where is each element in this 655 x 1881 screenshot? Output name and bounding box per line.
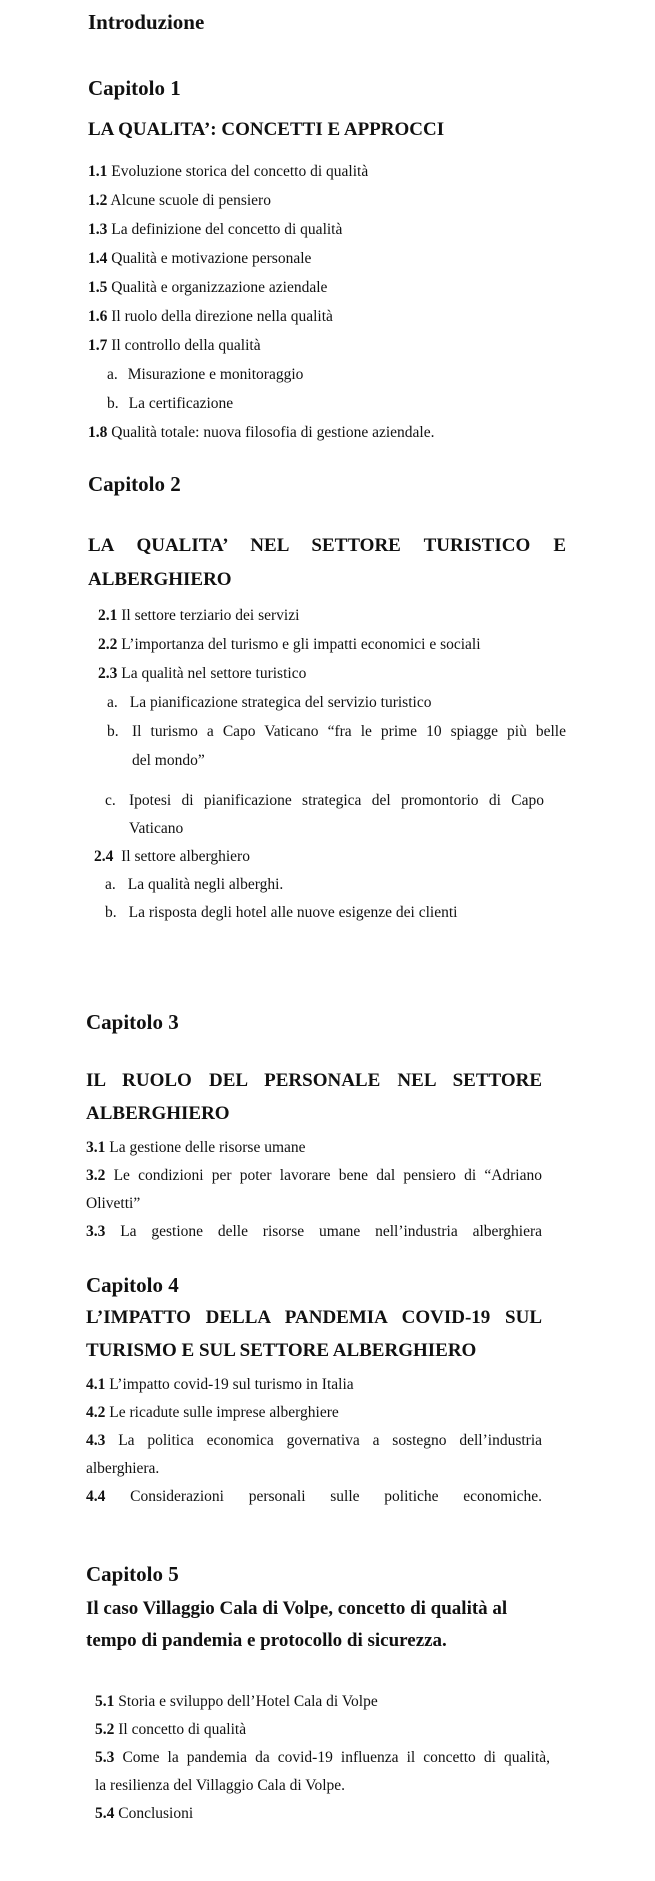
toc-item-3-2[interactable] bbox=[86, 1167, 542, 1185]
chapter-2-title-line-2: ALBERGHIERO bbox=[88, 569, 232, 590]
chapter-4-title-line-1: L’IMPATTO DELLA PANDEMIA COVID-19 SUL bbox=[86, 1307, 542, 1328]
toc-subitem-2-4-b[interactable] bbox=[105, 904, 457, 922]
toc-subitem-1-7-a[interactable] bbox=[107, 366, 303, 384]
toc-item-5-3[interactable] bbox=[95, 1749, 550, 1767]
toc-item-5-4[interactable] bbox=[95, 1805, 193, 1823]
toc-num: 1.3 bbox=[88, 221, 108, 238]
toc-letter: a. bbox=[107, 694, 118, 711]
intro-heading: Introduzione bbox=[88, 10, 205, 34]
toc-num: 4.1 bbox=[86, 1376, 106, 1393]
toc-subitem-2-3-b-cont: del mondo” bbox=[132, 752, 205, 769]
toc-num: 2.2 bbox=[98, 636, 118, 653]
chapter-4-title-line-2: TURISMO E SUL SETTORE ALBERGHIERO bbox=[86, 1340, 477, 1361]
toc-subitem-2-3-c-cont: Vaticano bbox=[129, 820, 184, 837]
toc-item-4-1[interactable] bbox=[86, 1376, 354, 1394]
toc-letter: a. bbox=[107, 366, 118, 383]
chapter-2-title-line-1: LA QUALITA’ NEL SETTORE TURISTICO E bbox=[88, 535, 566, 556]
toc-num: 3.2 bbox=[86, 1167, 106, 1184]
toc-text: Qualità e organizzazione aziendale bbox=[111, 279, 328, 296]
toc-text: Le ricadute sulle imprese alberghiere bbox=[109, 1404, 339, 1421]
toc-letter: a. bbox=[105, 876, 116, 893]
toc-num: 4.3 bbox=[86, 1432, 106, 1449]
toc-item-2-1[interactable] bbox=[98, 607, 299, 625]
toc-item-3-2-cont: Olivetti” bbox=[86, 1195, 141, 1212]
toc-item-1-5[interactable] bbox=[88, 279, 327, 297]
toc-item-1-6[interactable] bbox=[88, 308, 333, 326]
toc-text: Il ruolo della direzione nella qualità bbox=[111, 308, 333, 325]
toc-num: 1.8 bbox=[88, 424, 108, 441]
toc-text: Considerazioni personali sulle politiche economiche. bbox=[130, 1488, 543, 1505]
chapter-5-title-line-1: Il caso Villaggio Cala di Volpe, concetto di qualità al bbox=[86, 1598, 508, 1619]
toc-item-1-2[interactable] bbox=[88, 192, 271, 210]
toc-text: La pianificazione strategica del servizio turistico bbox=[129, 694, 432, 711]
toc-letter: b. bbox=[105, 904, 117, 921]
toc-item-2-4[interactable] bbox=[94, 848, 250, 866]
toc-text: La qualità negli alberghi. bbox=[127, 876, 284, 893]
toc-text: Il settore alberghiero bbox=[121, 848, 250, 865]
toc-text: Il concetto di qualità bbox=[118, 1721, 247, 1738]
chapter-5-heading: Capitolo 5 bbox=[86, 1562, 179, 1586]
toc-item-5-1[interactable] bbox=[95, 1693, 378, 1711]
toc-item-5-3-cont: la resilienza del Villaggio Cala di Volpe. bbox=[95, 1777, 346, 1794]
toc-num: 1.1 bbox=[88, 163, 108, 180]
toc-item-2-3[interactable] bbox=[98, 665, 306, 683]
chapter-3-title-line-2: ALBERGHIERO bbox=[86, 1103, 230, 1124]
toc-item-3-3[interactable] bbox=[86, 1223, 542, 1241]
toc-text: La qualità nel settore turistico bbox=[121, 665, 307, 682]
toc-text: L’impatto covid-19 sul turismo in Italia bbox=[109, 1376, 354, 1393]
toc-item-2-2[interactable] bbox=[98, 636, 481, 654]
toc-item-4-2[interactable] bbox=[86, 1404, 339, 1422]
chapter-3-heading: Capitolo 3 bbox=[86, 1010, 179, 1034]
chapter-1-title: LA QUALITA’: CONCETTI E APPROCCI bbox=[88, 119, 445, 140]
toc-subitem-2-3-b-letter: b. bbox=[107, 723, 119, 740]
toc-num: 1.2 bbox=[88, 192, 108, 209]
toc-text: L’importanza del turismo e gli impatti economici e sociali bbox=[121, 636, 481, 653]
toc-item-1-3[interactable] bbox=[88, 221, 342, 239]
toc-num: 4.2 bbox=[86, 1404, 106, 1421]
toc-num: 1.5 bbox=[88, 279, 108, 296]
chapter-1-heading: Capitolo 1 bbox=[88, 76, 181, 100]
toc-text: Misurazione e monitoraggio bbox=[127, 366, 304, 383]
toc-text: La gestione delle risorse umane bbox=[109, 1139, 306, 1156]
toc-num: 1.6 bbox=[88, 308, 108, 325]
chapter-3-title-line-1: IL RUOLO DEL PERSONALE NEL SETTORE bbox=[86, 1070, 542, 1091]
toc-item-3-1[interactable] bbox=[86, 1139, 306, 1157]
toc-num: 2.1 bbox=[98, 607, 118, 624]
toc-text: Il settore terziario dei servizi bbox=[121, 607, 300, 624]
toc-text: Qualità totale: nuova filosofia di gestione aziendale. bbox=[111, 424, 435, 441]
toc-num: 4.4 bbox=[86, 1488, 106, 1505]
toc-text: Qualità e motivazione personale bbox=[111, 250, 312, 267]
toc-item-1-7[interactable] bbox=[88, 337, 261, 355]
toc-num: 2.4 bbox=[94, 848, 114, 865]
toc-item-5-2[interactable] bbox=[95, 1721, 246, 1739]
toc-text: La politica economica governativa a sostegno dell’industria bbox=[118, 1432, 543, 1449]
toc-text: La certificazione bbox=[128, 395, 234, 412]
chapter-4-heading: Capitolo 4 bbox=[86, 1273, 179, 1297]
toc-num: 2.3 bbox=[98, 665, 118, 682]
toc-text: La risposta degli hotel alle nuove esigenze dei clienti bbox=[128, 904, 458, 921]
toc-text: La gestione delle risorse umane nell’industria alberghiera bbox=[120, 1223, 542, 1240]
toc-text: Conclusioni bbox=[118, 1805, 194, 1822]
toc-item-1-8[interactable] bbox=[88, 424, 435, 442]
toc-item-4-3-cont: alberghiera. bbox=[86, 1460, 160, 1477]
toc-num: 5.4 bbox=[95, 1805, 115, 1822]
toc-text: Le condizioni per poter lavorare bene dal pensiero di “Adriano bbox=[113, 1167, 542, 1184]
toc-text: La definizione del concetto di qualità bbox=[111, 221, 343, 238]
toc-num: 1.4 bbox=[88, 250, 108, 267]
toc-num: 1.7 bbox=[88, 337, 108, 354]
toc-item-4-4[interactable] bbox=[86, 1488, 542, 1506]
toc-num: 3.1 bbox=[86, 1139, 106, 1156]
toc-item-1-4[interactable] bbox=[88, 250, 311, 268]
toc-text: Come la pandemia da covid-19 influenza il concetto di qualità, bbox=[122, 1749, 551, 1766]
toc-num: 5.2 bbox=[95, 1721, 115, 1738]
toc-subitem-2-3-c[interactable]: Ipotesi di pianificazione strategica del promontorio di Capo bbox=[129, 792, 544, 809]
toc-subitem-2-3-a[interactable] bbox=[107, 694, 431, 712]
toc-subitem-2-3-c-letter: c. bbox=[105, 792, 116, 809]
toc-subitem-1-7-b[interactable] bbox=[107, 395, 233, 413]
toc-text: Evoluzione storica del concetto di qualità bbox=[111, 163, 369, 180]
toc-subitem-2-4-a[interactable] bbox=[105, 876, 283, 894]
toc-subitem-2-3-b[interactable]: Il turismo a Capo Vaticano “fra le prime 10 spiagge più belle bbox=[132, 723, 566, 740]
toc-item-1-1[interactable] bbox=[88, 163, 368, 181]
chapter-2-heading: Capitolo 2 bbox=[88, 472, 181, 496]
toc-text: Alcune scuole di pensiero bbox=[110, 192, 271, 209]
toc-letter: b. bbox=[107, 395, 119, 412]
toc-num: 5.1 bbox=[95, 1693, 115, 1710]
toc-item-4-3[interactable] bbox=[86, 1432, 542, 1450]
toc-text: Storia e sviluppo dell’Hotel Cala di Volpe bbox=[118, 1693, 378, 1710]
toc-num: 3.3 bbox=[86, 1223, 106, 1240]
toc-text: Il controllo della qualità bbox=[111, 337, 261, 354]
chapter-5-title-line-2: tempo di pandemia e protocollo di sicurezza. bbox=[86, 1630, 447, 1651]
toc-num: 5.3 bbox=[95, 1749, 115, 1766]
